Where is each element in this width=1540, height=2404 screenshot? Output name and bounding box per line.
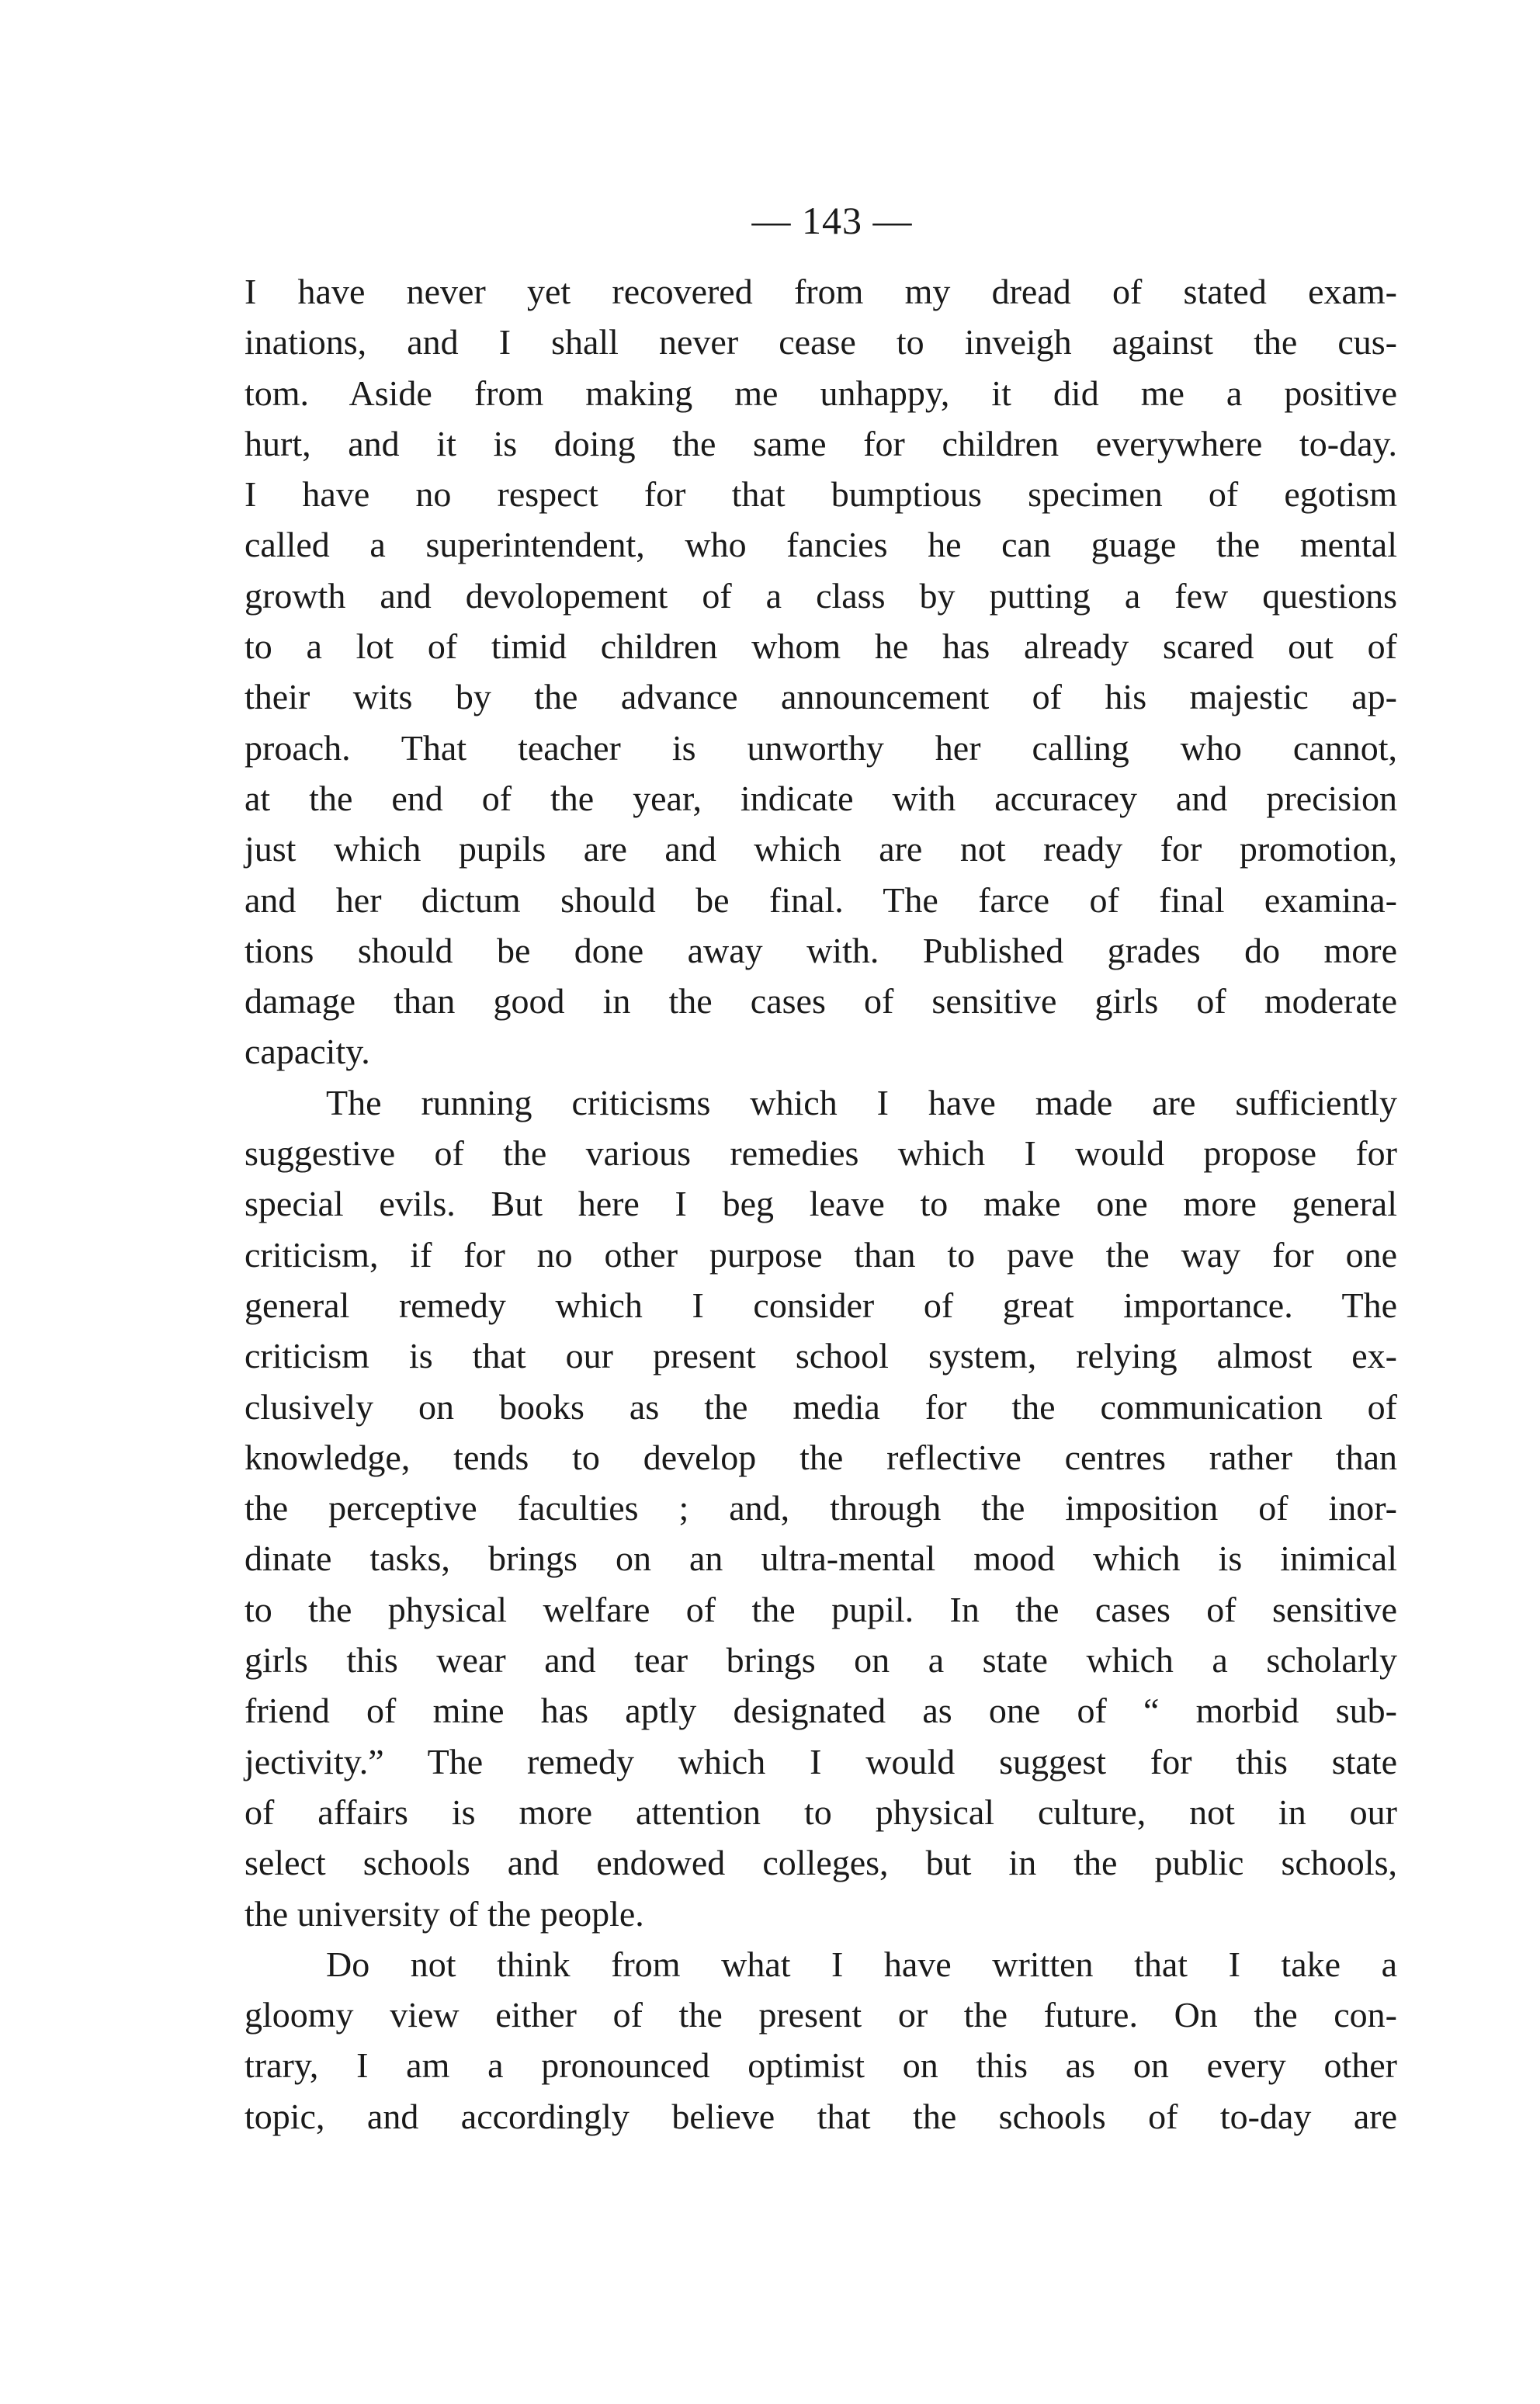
text-line: special evils. But here I beg leave to make one more general (245, 1184, 1397, 1224)
text-line: girls this wear and tear brings on a state which a scholarly (245, 1640, 1397, 1681)
text-line: capacity. (245, 1032, 370, 1072)
text-line: to the physical welfare of the pupil. In the cases of sensitive (245, 1589, 1397, 1629)
text-line: just which pupils are and which are not ready for promotion, (245, 829, 1397, 869)
text-line: tions should be done away with. Published grades do more (245, 930, 1397, 970)
text-line: The running criticisms which I have made are sufficiently (326, 1082, 1397, 1122)
text-line: knowledge, tends to develop the reflective centres rather than (245, 1437, 1397, 1477)
text-line: trary, I am a pronounced optimist on this as on every other (245, 2045, 1397, 2086)
paragraph-2 (245, 1077, 1397, 1939)
text-line: growth and devolopement of a class by putting a few questions (245, 575, 1397, 616)
text-line: proach. That teacher is unworthy her calling who cannot, (245, 727, 1397, 768)
paragraph-3 (245, 1939, 1397, 2142)
text-line: their wits by the advance announcement of his majestic ap- (245, 677, 1397, 717)
text-line: I have never yet recovered from my dread of stated exam- (245, 272, 1397, 311)
text-line: tom. Aside from making me unhappy, it did me a positive (245, 373, 1397, 413)
text-line: criticism is that our present school system, relying almost ex- (245, 1336, 1397, 1376)
text-line: topic, and accordingly believe that the schools of to-day are (245, 2096, 1397, 2136)
text-line: gloomy view either of the present or the future. On the con- (245, 1995, 1397, 2035)
text-line: to a lot of timid children whom he has already scared out of (245, 626, 1397, 667)
text-line: general remedy which I consider of great importance. The (245, 1285, 1397, 1325)
text-line: called a superintendent, who fancies he can guage the mental (245, 525, 1397, 565)
text-line: suggestive of the various remedies which I would propose for (245, 1133, 1397, 1174)
text-line: dinate tasks, brings on an ultra-mental mood which is inimical (245, 1538, 1397, 1579)
text-line: hurt, and it is doing the same for children everywhere to-day. (245, 423, 1397, 463)
text-line: clusively on books as the media for the communication of (245, 1386, 1397, 1427)
text-line: and her dictum should be final. The farce of final examina- (245, 879, 1397, 920)
text-line: the university of the people. (245, 1893, 644, 1934)
text-line: I have no respect for that bumptious specimen of egotism (245, 474, 1397, 515)
text-line: Do not think from what I have written that I take a (326, 1944, 1397, 1984)
text-line: select schools and endowed colleges, but in the public schools, (245, 1843, 1397, 1883)
text-line: the perceptive faculties ; and, through the imposition of inor- (245, 1488, 1397, 1528)
text-line: friend of mine has aptly designated as one of “ morbid sub- (245, 1691, 1397, 1731)
page-number: — 143 — (751, 199, 913, 242)
text-line: criticism, if for no other purpose than to pave the way for one (245, 1234, 1397, 1275)
text-line: of affairs is more attention to physical culture, not in our (245, 1792, 1397, 1832)
text-line: at the end of the year, indicate with accuracey and precision (245, 778, 1397, 818)
text-line: inations, and I shall never cease to inveigh against the cus- (245, 322, 1397, 363)
text-line: damage than good in the cases of sensitive girls of moderate (245, 981, 1397, 1022)
paragraph-1 (245, 266, 1397, 1077)
text-line: jectivity.” The remedy which I would suggest for this state (245, 1741, 1397, 1781)
body-text (245, 266, 1397, 2142)
